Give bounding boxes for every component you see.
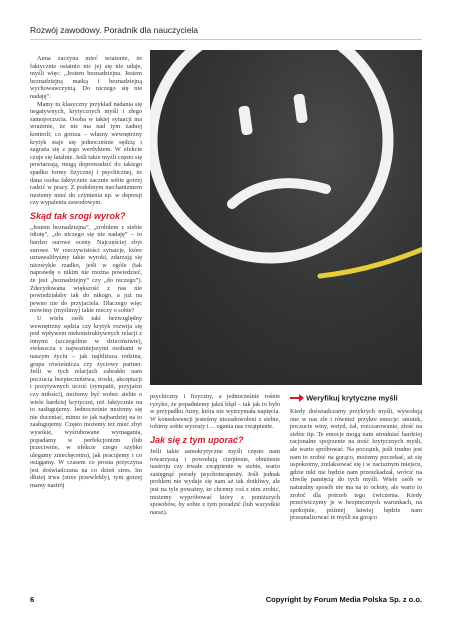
subsection-badge xyxy=(290,393,398,403)
paragraph: Anna zaczyna mieć wrażenie, że faktycznie ostatnio nic jej się nie udaje, myśli więc: „Jestem beznadziejna. Jestem beznadziejną matką i beznadziejną wychowawczynią. Do niczego się nie nadaję”. xyxy=(30,55,142,100)
arrow-right-icon xyxy=(290,394,304,402)
paragraph: Mamy tu klasyczny przykład nadania się negatywnych, krytycznych myśli i złego samopoczucia. Osoba w takiej sytuacji ma wrażenie, że nie ma nad tym żadnej kontroli; co gorsza – własny wewnętrzny krytyk staje się jednocześnie sędzią i zagraża się z jego werdyktem. W efekcie czuje się fatalnie. Jeśli takie myśli często się powtarzają, mogą doprowadzić do takiego spadku formy fizycznej i psychicznej, że dana osoba faktycznie zacznie sobie gorzej radzić w pracy. Z podobnym mechanizmem możemy mieć do czynienia np. w depresji czy wypaleniu zawodowym. xyxy=(30,100,142,207)
sad-face-chalkboard-photo xyxy=(150,50,422,385)
column-middle xyxy=(150,393,280,516)
subsection-title: Weryfikuj krytyczne myśli xyxy=(306,393,398,403)
paragraph: psychiczny i fizyczny, a jednocześnie rośnie ryzyko, że popadniemy jakiś błąd – tak jak to było w przypadku Anny, która nie wytrzymała napięcia. W konsekwencji jesteśmy niezadowoleni z siebie, robimy sobie wyrzuty i ... ogania nas zwątpienie. xyxy=(150,393,280,431)
sad-face-drawing xyxy=(150,50,422,385)
paragraph: Jeśli takie samokrytyczne myśli często nam towarzyszą i powodują cierpienie, obniżenie nastroju czy trwałe zwątpienie w siebie, warto zasięgnąć porady psychoterapeuty. Jeśli jednak problem nie wydaje się nam aż tak dotkliwy, ale jest na tyle poważny, że chcemy coś z nim zrobić, możemy wypróbować który z poniższych sposobów, by sobie z tym poradzić (lub wszystkie naraz). xyxy=(150,447,280,516)
page-number: 6 xyxy=(30,595,35,604)
column-left xyxy=(30,55,142,490)
running-header: Rozwój zawodowy. Poradnik dla nauczyciela xyxy=(30,25,422,40)
column-right xyxy=(290,408,422,522)
paragraph: „Jestem beznadziejna”, „zrobiłem z siebie idiotę”, „do niczego się nie nadaję” – to bardzo surowe oceny. Najczęściej zbyt surowe. W rzeczywistości sytuacje, które uznawalibyśmy takie wyroki, zdarzają się niezwykle rzadko, jeśli w ogóle (tak naprawdę o nikim nie można powiedzieć, że jest „beznadziejny” czy „do niczego”). Zdecydowana większość z nas nie powiedziałaby tak do nikogo, a już na pewno nie do przyjaciela. Dlaczego więc mówimy (myślimy) takie rzeczy o sobie? xyxy=(30,223,142,315)
paragraph: Kiedy doświadczamy przykrych myśli, wywołują one w nas złe i również przykre emocje: smutek, poczucie winy, wstyd, żal, rozczarowanie, złość na siebie itp. Te emocje mogą nam utrudniać bardziej racjonalne spojrzenie na treść krytycznych myśli, ale warto spróbować. Na początek, jeśli trudno jest nam to zrobić na gorąco, możemy poczekać, aż się uspokoimy, zrelaksować się i w zacisznym miejscu, gdzie nikt nie będzie nam przeszkadzał, wrócić na chwilę pamięcią do tych myśli. Wiele osób w naturalny sposób nie ma na to ochoty, ale warto to zrobić dla potrzeb tego ćwiczenia. Kiedy przećwiczymy je w bezpiecznych warunkach, na spokojnie, później łatwiej będzie nam przeanalizować te myśli na gorąco xyxy=(290,408,422,522)
section-heading-2: Jak się z tym uporać? xyxy=(150,434,244,445)
paragraph: U wielu osób taki bezwzględny wewnętrzny sędzia czy krytyk rozwija się pod wpływem niekonstruktywnych relacji z innymi (szczególnie w dzieciństwie), zwłaszcza z najważniejszymi osobami w naszym życiu – jak najbliższa rodzina, grupa rówieśnicza czy życiowy partner. Jeśli w tych relacjach zabrakło nam poczucia bezpieczeństwa, troski, akceptacji i pozytywnych uczuć (sympatii, przyjaźni czy miłości), możemy być wobec siebie o wiele bardziej krytyczni, niż faktycznie na to zasługujemy. Jednocześnie możemy się nie doceniać, mimo że jak najbardziej na to zasługujemy. Często możemy też mieć zbyt wysokie, wyśrubowane wymagania, popadamy w perfekcjonizm (lub przeciwnie, w efekcie czego szybko ulegamy zniechęceniu), jak pracujemy i co osiągamy. W czasem co prosta przyczyna jest doświadczana na co dzień stres. Im dłużej trwa (stres przewlekły), tym gorzej mamy nastrój xyxy=(30,315,142,490)
copyright: Copyright by Forum Media Polska Sp. z o.o. xyxy=(265,595,422,604)
section-heading-1: Skąd tak srogi wyrok? xyxy=(30,210,126,221)
